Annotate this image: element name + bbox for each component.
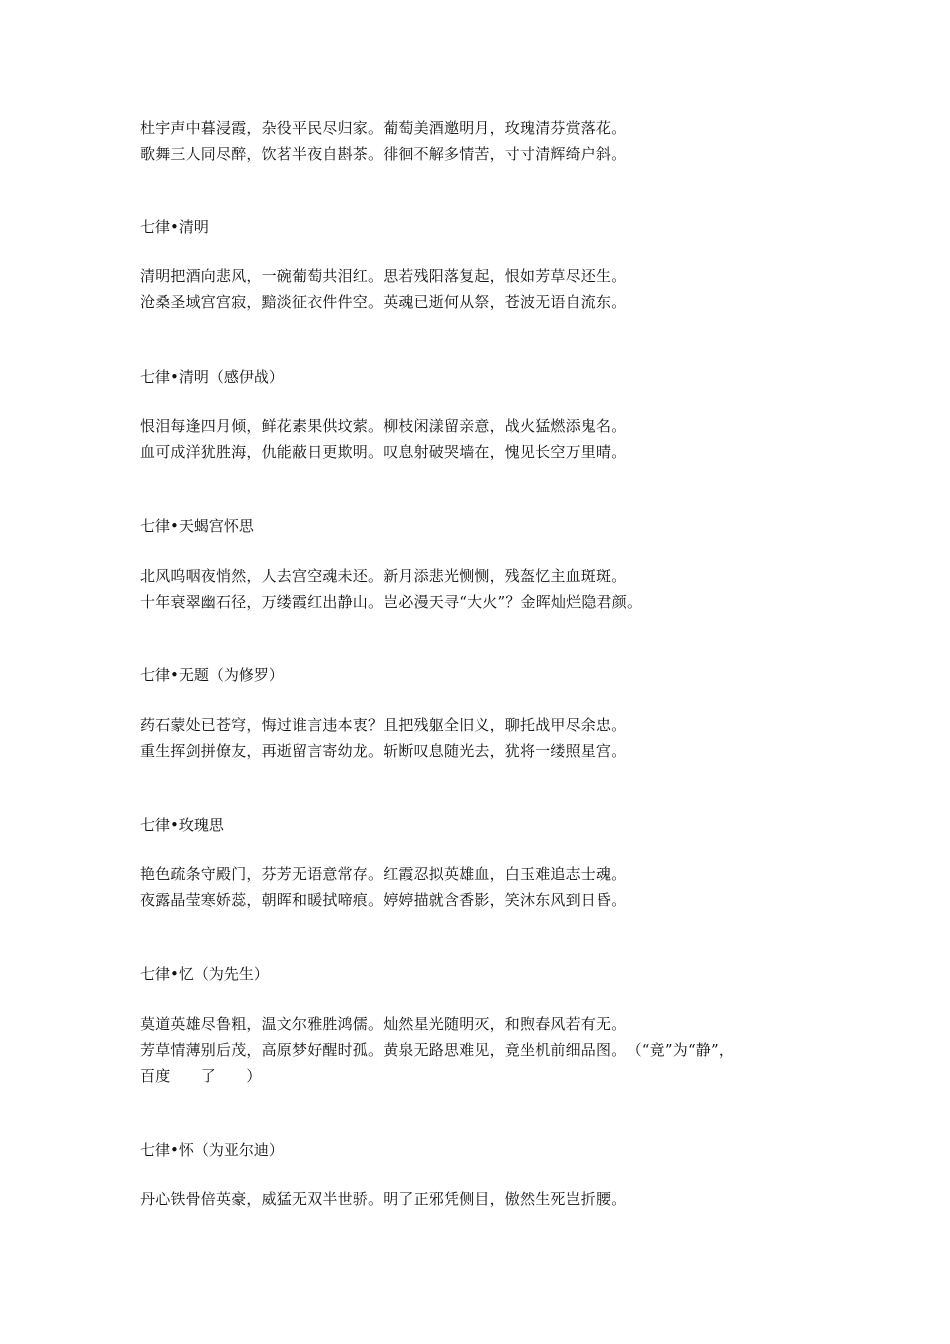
poem-line: 重生挥剑拼僚友，再逝留言寄幼龙。斩断叹息随光去，犹将一缕照星宫。 (140, 742, 627, 760)
poem-title: 七律•清明（感伊战） (140, 368, 284, 386)
poem-line: 夜露晶莹寒娇蕊，朝晖和暖拭啼痕。婷婷描就含香影，笑沐东风到日昏。 (140, 891, 627, 909)
poem-title: 七律•清明 (140, 218, 209, 236)
poem-line: 恨泪每逢四月倾，鲜花素果供坟萦。柳枝闲漾留亲意，战火猛燃添鬼名。 (140, 417, 627, 435)
poem-line: 丹心铁骨倍英豪，威猛无双半世骄。明了正邪凭侧目，傲然生死岂折腰。 (140, 1190, 627, 1208)
poem-line: 清明把酒向悲风，一碗葡萄共泪红。思若残阳落复起，恨如芳草尽还生。 (140, 267, 627, 285)
poem-title: 七律•无题（为修罗） (140, 666, 284, 684)
poem-line: 药石蒙处已苍穹，悔过谁言违本衷？且把残躯全旧义，聊托战甲尽余忠。 (140, 716, 627, 734)
poem-title: 七律•玫瑰思 (140, 816, 224, 834)
poem-line: 芳草情薄别后茂，高原梦好醒时孤。黄泉无路思难见，竟坐机前细品图。 （“竟”为“静”， (140, 1041, 735, 1059)
poem-line: 莫道英雄尽鲁粗，温文尔雅胜鸿儒。灿然星光随明灭，和煦春风若有无。 (140, 1015, 627, 1033)
poem-line: 北风呜咽夜悄然，人去宫空魂未还。新月添悲光恻恻，残盔忆主血斑斑。 (140, 567, 627, 585)
poem-title: 七律•天蝎宫怀思 (140, 517, 254, 535)
poem-title: 七律•怀（为亚尔迪） (140, 1141, 284, 1159)
poem-line: 艳色疏条守殿门，芬芳无语意常存。红霞忍拟英雄血，白玉难追志士魂。 (140, 865, 627, 883)
poem-line: 血可成洋犹胜海，仇能蔽日更欺明。叹息射破哭墙在，愧见长空万里晴。 (140, 443, 627, 461)
poem-line: 沧桑圣域宫宫寂，黯淡征衣件件空。英魂已逝何从祭，苍波无语自流东。 (140, 293, 627, 311)
intro-line-1: 杜宇声中暮浸霞，杂役平民尽归家。葡萄美酒邀明月，玫瑰清芬赏落花。 (140, 119, 627, 137)
intro-line-2: 歌舞三人同尽醉，饮茗半夜自斟茶。徘徊不解多情苦，寸寸清辉绮户斜。 (140, 145, 627, 163)
poem-title: 七律•忆（为先生） (140, 965, 269, 983)
poem-line: 百度 了 ） (140, 1067, 262, 1085)
poem-line: 十年衰翠幽石径，万缕霞红出静山。岂必漫天寻“大火”？金晖灿烂隐君颜。 (140, 593, 643, 611)
